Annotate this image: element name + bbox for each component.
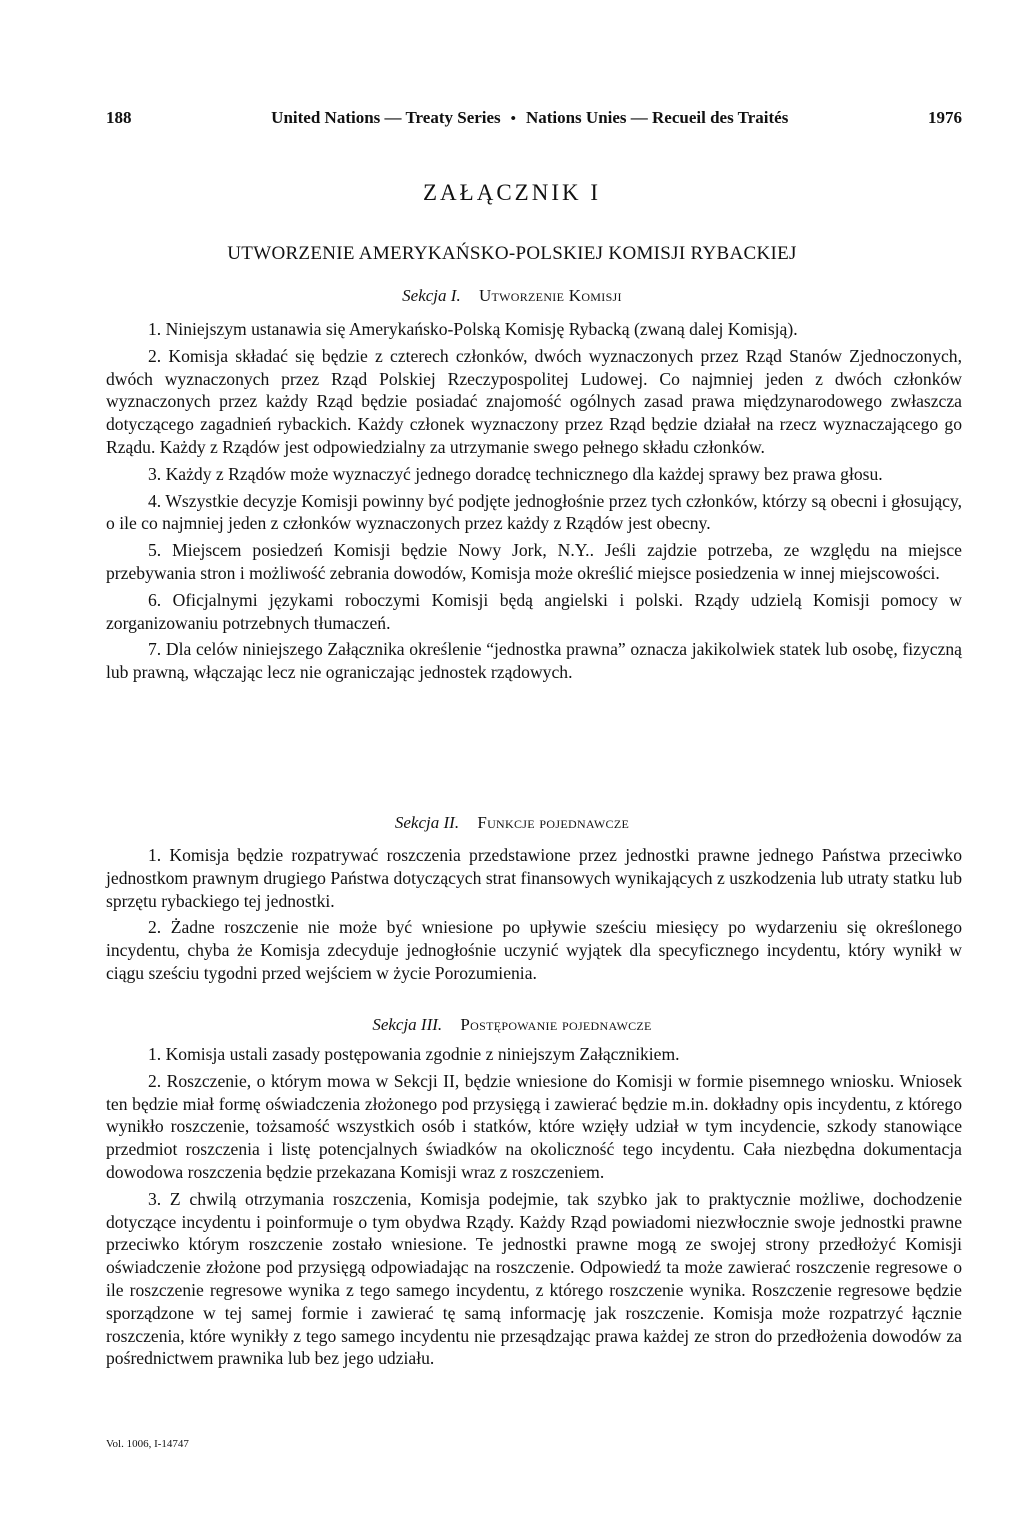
paragraph: 3. Każdy z Rządów może wyznaczyć jednego doradcę technicznego dla każdej sprawy bez prawa głosu. [148, 463, 883, 484]
series-title-fr: Nations Unies — Recueil des Traités [525, 108, 789, 127]
section-1-body [106, 318, 962, 688]
section-3-title: Postępowanie pojednawcze [460, 1015, 652, 1034]
running-header [106, 108, 962, 128]
paragraph: 1. Komisja ustali zasady postępowania zgodnie z niniejszym Załącznikiem. [148, 1044, 680, 1064]
section-1-heading [0, 286, 1024, 306]
paragraph: 2. Żadne roszczenie nie może być wniesione po upływie sześciu miesięcy po wydarzeniu się określonego incydentu, chyba że Komisja zdecyduje jednogłośnie uczynić wyjątek dla specyficznego incydentu, który wynikł w ciągu sześciu tygodni przed wejściem w życie Porozumienia. [106, 917, 962, 983]
annex-title: ZAŁĄCZNIK I [423, 180, 601, 205]
paragraph: 2. Komisja składać się będzie z czterech członków, dwóch wyznaczonych przez Rząd Stanów Zjednoczonych, dwóch wyznaczonych przez Rząd Polskiej Rzeczypospolitej Ludowej. Co najmniej jeden z dwóch członków wyznaczonych przez każdy Rząd będzie posiadać znajomość ogólnych zasad prawa międzynarodowego zwłaszcza dotyczącego zagadnień rybackich. Każdy członek wyznaczony przez Rząd będzie działał na rzecz wyznaczającego go Rządu. Każdy z Rządów jest odpowiedzialny za utrzymanie swego pełnego składu członków. [106, 345, 962, 457]
paragraph: 4. Wszystkie decyzje Komisji powinny być podjęte jednogłośnie przez tych członków, którzy są obecni i głosujący, o ile co najmniej jeden z członków wyznaczonych przez każdy z Rządów jest obecny. [106, 490, 962, 534]
section-2-body [106, 844, 962, 989]
paragraph: 2. Roszczenie, o którym mowa w Sekcji II, będzie wniesione do Komisji w formie pisemnego wniosku. Wniosek ten będzie miał formę oświadczenia złożonego pod przysięgą i zawierać będzie m.in. dokładny opis incydentu, z którego wynikło roszczenie, tożsamość wszystkich osób i statków, które wzięły udział w tym incydencie, szkody stanowiące przedmiot roszczenia i listę potencjalnych świadków na okoliczność tego incydentu. Cała niezbędna dokumentacja dowodowa roszczenia będzie przekazana Komisji wraz z roszczeniem. [106, 1070, 962, 1182]
section-3-label: Sekcja III. [372, 1015, 443, 1034]
page-number: 188 [106, 108, 132, 127]
section-1-title: Utworzenie Komisji [478, 286, 622, 305]
paragraph: 1. Komisja będzie rozpatrywać roszczenia przedstawione przez jednostki prawne jednego Państwa przeciwko jednostkom prawnym drugiego Państwa dotyczących strat finansowych wynikających z uszkodzenia lub utraty statku lub sprzętu rybackiego tej jednostki. [106, 845, 962, 911]
paragraph: 7. Dla celów niniejszego Załącznika określenie “jednostka prawna” oznacza jakikolwiek statek lub osobę, fizyczną lub prawną, włączając lecz nie ograniczając jednostek rządowych. [106, 639, 962, 683]
series-title-en: United Nations — Treaty Series [271, 108, 501, 127]
paragraph: 6. Oficjalnymi językami roboczymi Komisji będą angielski i polski. Rządy udzielą Komisji pomocy w zorganizowaniu potrzebnych tłumaczeń. [106, 589, 962, 633]
section-2-label: Sekcja II. [394, 813, 460, 832]
section-2-title: Funkcje pojednawcze [477, 813, 630, 832]
series-title [271, 108, 788, 128]
paragraph: 5. Miejscem posiedzeń Komisji będzie Nowy Jork, N.Y.. Jeśli zajdzie potrzeba, ze względu na miejsce przebywania stron i możliwość zebrania dowodów, Komisja może określić miejsce posiedzenia w innej miejscowości. [106, 540, 962, 583]
header-year: 1976 [928, 108, 962, 127]
section-1-label: Sekcja I. [402, 286, 461, 305]
section-3-body [106, 1043, 962, 1374]
main-title: UTWORZENIE AMERYKAŃSKO-POLSKIEJ KOMISJI RYBACKIEJ [227, 243, 797, 264]
paragraph: 1. Niniejszym ustanawia się Amerykańsko-Polską Komisję Rybacką (zwaną dalej Komisją). [148, 319, 798, 339]
volume-reference: Vol. 1006, I-14747 [106, 1438, 189, 1450]
paragraph: 3. Z chwilą otrzymania roszczenia, Komisja podejmie, tak szybko jak to praktycznie możliwe, dochodzenie dotyczące incydentu i poinformuje o tym obydwa Rządy. Każdy Rząd powiadomi niezwłocznie swoje jednostki prawne przeciwko którym roszczenie zostało wniesione. Te jednostki prawne mogą ze swojej strony przedłożyć Komisji oświadczenie złożone pod przysięgą odpowiadając na roszczenie. Odpowiedź ta może zawierać roszczenie regresowe o ile roszczenie regresowe wynika z tego samego incydentu, z którego roszczenie wynika. Roszczenie regresowe będzie sporządzone w tej samej formie i zawierać tę samą informację jak roszczenie. Komisja może rozpatrzyć łącznie roszczenia, które wynikły z tego samego incydentu nie przesądzając prawa każdej ze stron do przedłożenia dowodów za pośrednictwem prawnika lub bez jego udziału. [106, 1188, 962, 1369]
section-2-heading [0, 813, 1024, 833]
section-3-heading [0, 1015, 1024, 1035]
bullet-separator: • [510, 111, 516, 127]
